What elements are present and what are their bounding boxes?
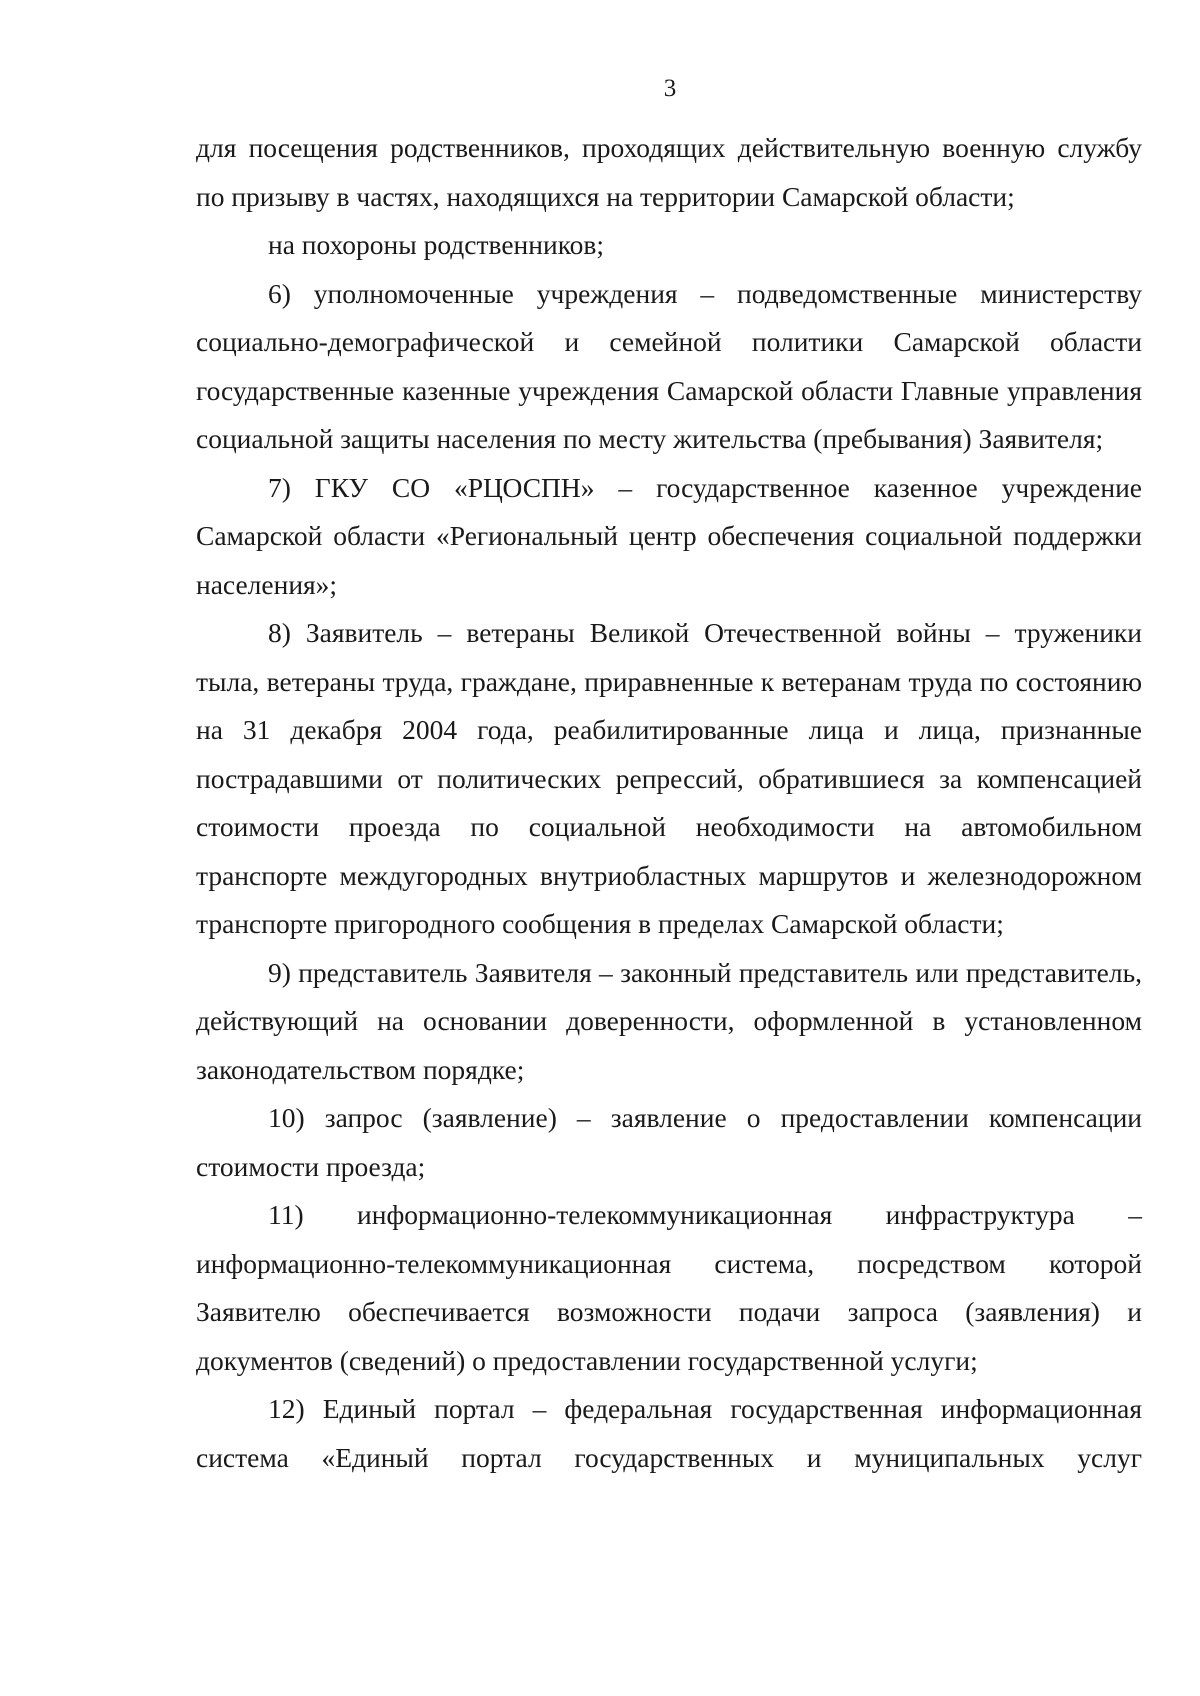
paragraph-item-8: 8) Заявитель – ветераны Великой Отечественной войны – труженики тыла, ветераны труда, граждане, приравненные к ветеранам труда по состоянию на 31 декабря 2004 года, реабилитированные лица и лица, признанные пострадавшими от политических репрессий, обратившиеся за компенсацией стоимости проезда по социальной необходимости на автомобильном транспорте междугородных внутриобластных маршрутов и железнодорожном транспорте пригородного сообщения в пределах Самарской области; — [196, 617, 1142, 939]
document-body — [196, 124, 1142, 1482]
paragraph-item-9: 9) представитель Заявителя – законный представитель или представитель, действующий на основании доверенности, оформленной в установленном законодательством порядке; — [196, 956, 1142, 1085]
paragraph-continuation: для посещения родственников, проходящих действительную военную службу по призыву в частях, находящихся на территории Самарской области; — [196, 132, 1142, 212]
paragraph-item-12: 12) Единый портал – федеральная государственная информационная система «Единый портал государственных и муниципальных услуг — [196, 1393, 1142, 1473]
paragraph-funeral: на похороны родственников; — [268, 229, 605, 260]
paragraph-item-6: 6) уполномоченные учреждения – подведомственные министерству социально-демографической и семейной политики Самарской области государственные казенные учреждения Самарской области Главные управления социальной защиты населения по месту жительства (пребывания) Заявителя; — [196, 277, 1142, 454]
page-number: 3 — [663, 75, 677, 102]
paragraph-item-10: 10) запрос (заявление) – заявление о предоставлении компенсации стоимости проезда; — [196, 1102, 1142, 1182]
paragraph-item-7: 7) ГКУ СО «РЦОСПН» – государственное казенное учреждение Самарской области «Региональный центр обеспечения социальной поддержки населения»; — [196, 471, 1142, 600]
paragraph-item-11: 11) информационно-телекоммуникационная инфраструктура – информационно-телекоммуникационная система, посредством которой Заявителю обеспечивается возможности подачи запроса (заявления) и документов (сведений) о предоставлении государственной услуги; — [196, 1199, 1142, 1376]
